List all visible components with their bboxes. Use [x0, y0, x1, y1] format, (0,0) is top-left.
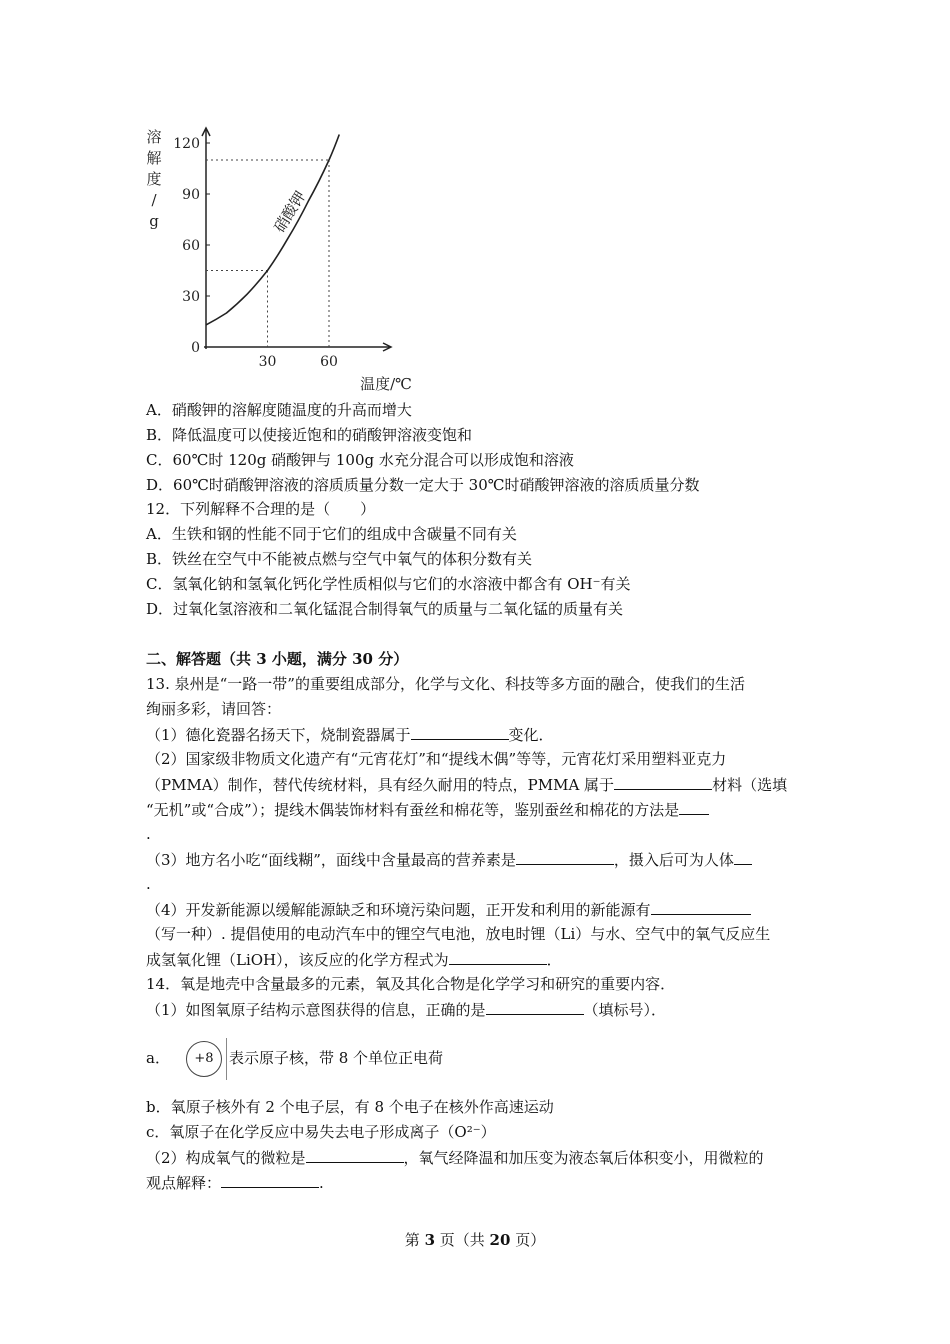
- section-title: 二、解答题（共 3 小题，满分 30 分）: [146, 650, 409, 668]
- q14-stem: 14．氧是地壳中含量最多的元素，氧及其化合物是化学学习和研究的重要内容．: [146, 975, 676, 993]
- q14-p1-text: （1）如图氧原子结构示意图获得的信息，正确的是: [146, 1001, 486, 1019]
- footer-pre: 第: [404, 1231, 425, 1249]
- q13-part2-line1: （2）国家级非物质文化遗产有“元宵花灯”和“提线木偶”等等，元宵花灯采用塑料亚克力: [146, 750, 727, 768]
- answer-blank[interactable]: [516, 849, 614, 865]
- y-axis-label-char: 度: [146, 170, 162, 188]
- q14-option-c: c．氧原子在化学反应中易失去电子形成离子（O²⁻）: [146, 1123, 496, 1141]
- q13-part4-line3: [146, 949, 562, 970]
- q13-p4-text: （4）开发新能源以缓解能源缺乏和环境污染问题，正开发和利用的新能源有: [146, 901, 651, 919]
- footer-total-pages: 20: [489, 1231, 511, 1249]
- q13-p2-tail: 材料（选填: [712, 776, 788, 794]
- q14-p2-l2-tail: .: [319, 1174, 324, 1192]
- q14-p2-text: （2）构成氧气的微粒是: [146, 1149, 306, 1167]
- q12-option-d: D．过氧化氢溶液和二氧化锰混合制得氧气的质量与二氧化锰的质量有关: [146, 600, 624, 618]
- nucleus-diagram: +8: [186, 1041, 222, 1077]
- q13-part2-period: .: [146, 825, 151, 843]
- q13-intro-line2: 绚丽多彩，请回答：: [146, 700, 282, 718]
- answer-blank[interactable]: [221, 1172, 319, 1188]
- y-tick-label: 30: [182, 289, 200, 305]
- nucleus-bracket: [226, 1038, 227, 1080]
- y-tick-label: 120: [173, 136, 200, 152]
- q13-part4-line2: （写一种）. 提倡使用的电动汽车中的锂空气电池，放电时锂（Li）与水、空气中的氧气反应生: [146, 925, 771, 943]
- q13-p1-tail: 变化．: [508, 726, 554, 744]
- q12-option-b: B．铁丝在空气中不能被点燃与空气中氧气的体积分数有关: [146, 550, 533, 568]
- answer-blank[interactable]: [679, 799, 709, 815]
- y-tick-label: 0: [191, 340, 200, 356]
- y-axis-label-char: /: [151, 191, 157, 209]
- solubility-curve: [206, 135, 339, 325]
- q13-p4-l3-tail: ．: [546, 951, 562, 969]
- q13-part3: [146, 849, 752, 870]
- q14-p2-l2-text: 观点解释：: [146, 1174, 222, 1192]
- q14-part2-line2: [146, 1172, 324, 1193]
- footer-page-number: 3: [424, 1231, 435, 1249]
- answer-blank[interactable]: [486, 999, 584, 1015]
- q14-part2-line1: [146, 1147, 764, 1168]
- y-axis-label-char: 解: [146, 149, 162, 167]
- answer-blank[interactable]: [411, 724, 509, 740]
- x-tick-label: 60: [320, 354, 338, 370]
- q14-a-text: 表示原子核，带 8 个单位正电荷: [228, 1049, 444, 1067]
- y-tick-label: 90: [182, 187, 200, 203]
- q13-p2-text: （PMMA）制作，替代传统材料，具有经久耐用的特点，PMMA 属于: [146, 776, 615, 794]
- q13-p2-l3-text: “无机”或“合成”）；提线木偶装饰材料有蚕丝和棉花等，鉴别蚕丝和棉花的方法是: [146, 801, 680, 819]
- q12-option-a: A．生铁和钢的性能不同于它们的组成中含碳量不同有关: [146, 525, 517, 543]
- x-tick-label: 30: [258, 354, 277, 370]
- curve-label: 硝酸钾: [270, 187, 310, 236]
- y-tick-label: 60: [182, 238, 200, 254]
- q14-part1: [146, 999, 666, 1020]
- q14-option-b: b．氧原子核外有 2 个电子层，有 8 个电子在核外作高速运动: [146, 1098, 554, 1116]
- answer-blank[interactable]: [306, 1147, 404, 1163]
- q14-option-a: [146, 1036, 443, 1080]
- y-axis-label-char: 溶: [146, 128, 162, 146]
- q13-part3-period: .: [146, 875, 151, 893]
- footer-mid: 页（共: [435, 1231, 490, 1249]
- solubility-chart: [140, 122, 430, 400]
- q13-p4-l3-text: 成氢氧化锂（LiOH），该反应的化学方程式为: [146, 951, 449, 969]
- q14-p1-tail: （填标号）．: [583, 1001, 667, 1019]
- answer-blank[interactable]: [651, 899, 751, 915]
- q14-p2-tail: ，氧气经降温和加压变为液态氧后体积变小，用微粒的: [403, 1149, 764, 1167]
- answer-blank[interactable]: [614, 774, 712, 790]
- y-axis-label-char: g: [149, 212, 159, 230]
- x-axis-label: 温度/℃: [360, 375, 412, 393]
- footer-post: 页）: [510, 1231, 546, 1249]
- q11-option-a: A．硝酸钾的溶解度随温度的升高而增大: [146, 401, 412, 419]
- q11-option-c: C．60℃时 120g 硝酸钾与 100g 水充分混合可以形成饱和溶液: [146, 451, 574, 469]
- answer-blank[interactable]: [449, 949, 547, 965]
- q11-option-d: D．60℃时硝酸钾溶液的溶质质量分数一定大于 30℃时硝酸钾溶液的溶质质量分数: [146, 476, 700, 494]
- q13-p3-text: （3）地方名小吃“面线糊”，面线中含量最高的营养素是: [146, 851, 516, 869]
- q13-part1: [146, 724, 554, 745]
- q13-intro-line1: 13. 泉州是“一路一带”的重要组成部分，化学与文化、科技等多方面的融合，使我们的生活: [146, 675, 745, 693]
- q13-part4-line1: [146, 899, 751, 920]
- q13-part2-line2: [146, 774, 787, 795]
- q13-p1-text: （1）德化瓷器名扬天下，烧制瓷器属于: [146, 726, 411, 744]
- answer-blank[interactable]: [734, 849, 752, 865]
- q12-stem: 12．下列解释不合理的是（ ）: [146, 500, 376, 518]
- q13-p3-mid: ，摄入后可为人体: [613, 851, 734, 869]
- page-footer: [0, 1229, 950, 1250]
- q14-a-label: a．: [146, 1049, 170, 1067]
- q13-part2-line3: [146, 799, 709, 820]
- q12-option-c: C．氢氧化钠和氢氧化钙化学性质相似与它们的水溶液中都含有 OH⁻有关: [146, 575, 631, 593]
- q11-option-b: B．降低温度可以使接近饱和的硝酸钾溶液变饱和: [146, 426, 473, 444]
